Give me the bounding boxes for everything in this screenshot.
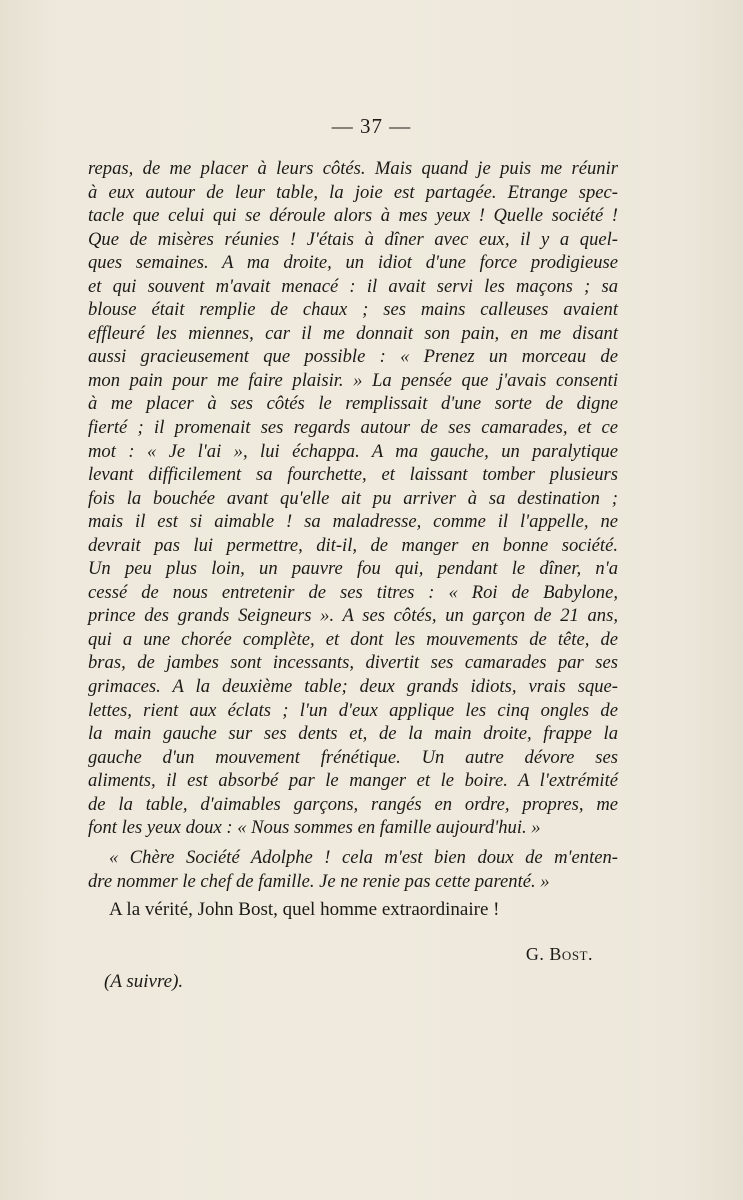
text-line: aliments, il est absorbé par le manger et le boire. A l'extrémité [88,770,618,792]
text-line: à eux autour de leur table, la joie est partagée. Etrange spec- [88,181,618,203]
text-line: à me placer à ses côtés le remplissait d'une sorte de digne [88,393,618,415]
author-signature [526,944,593,965]
text-line: tacle que celui qui se déroule alors à mes yeux ! Quelle société ! [88,205,618,227]
text-line: de la table, d'aimables garçons, rangés en ordre, propres, me [88,793,618,815]
text-line: dre nommer le chef de famille. Je ne renie pas cette parenté. » [88,870,550,892]
text-line: gauche d'un mouvement frénétique. Un autre dévore ses [88,746,618,768]
text-line: grimaces. A la deuxième table; deux grands idiots, vrais sque- [88,676,618,698]
quote-paragraph [88,846,618,893]
text-line: fierté ; il promenait ses regards autour de ses camarades, et ce [88,417,618,439]
text-line: mon pain pour me faire plaisir. » La pensée que j'avais consenti [88,369,618,391]
text-line: fois la bouchée avant qu'elle ait pu arriver à sa destination ; [88,487,618,509]
closing-line: A la vérité, John Bost, quel homme extraordinaire ! [109,899,500,920]
page-number: — 37 — [331,114,412,138]
text-line: Que de misères réunies ! J'étais à dîner avec eux, il y a quel- [88,228,618,250]
text-line: mot : « Je l'ai », lui échappa. A ma gauche, un paralytique [88,440,618,462]
main-paragraph [88,157,618,840]
signature-initial: G. [525,944,545,964]
text-line: la main gauche sur ses dents et, de la main droite, frappe la [88,723,618,745]
text-line: mais il est si aimable ! sa maladresse, comme il l'appelle, ne [88,511,618,533]
signature-name: Bost. [549,944,593,964]
text-line: effleuré les miennes, car il me donnait son pain, en me disant [88,322,618,344]
text-line: lettes, rient aux éclats ; l'un d'eux applique les cinq ongles de [88,699,618,721]
text-line: devrait pas lui permettre, dit-il, de manger en bonne société. [88,534,618,556]
text-line: Un peu plus loin, un pauvre fou qui, pendant le dîner, n'a [88,558,618,580]
text-line: repas, de me placer à leurs côtés. Mais quand je puis me réunir [88,158,618,179]
text-line: font les yeux doux : « Nous sommes en famille aujourd'hui. » [88,817,541,839]
text-line: et qui souvent m'avait menacé : il avait servi les maçons ; sa [88,275,618,297]
to-be-continued-note: (A suivre). [104,971,184,992]
text-line: bras, de jambes sont incessants, divertit ses camarades par ses [88,652,618,674]
text-line: blouse était remplie de chaux ; ses mains calleuses avaient [88,299,618,321]
text-line: levant difficilement sa fourchette, et laissant tomber plusieurs [88,464,618,486]
text-line: ques semaines. A ma droite, un idiot d'une force prodigieuse [88,252,618,274]
text-line: « Chère Société Adolphe ! cela m'est bien doux de m'enten- [109,847,618,868]
text-line: aussi gracieusement que possible : « Prenez un morceau de [88,346,618,368]
text-line: prince des grands Seigneurs ». A ses côtés, un garçon de 21 ans, [88,605,618,627]
text-line: cessé de nous entretenir de ses titres : « Roi de Babylone, [88,581,618,603]
text-line: qui a une chorée complète, et dont les mouvements de tête, de [88,628,618,650]
